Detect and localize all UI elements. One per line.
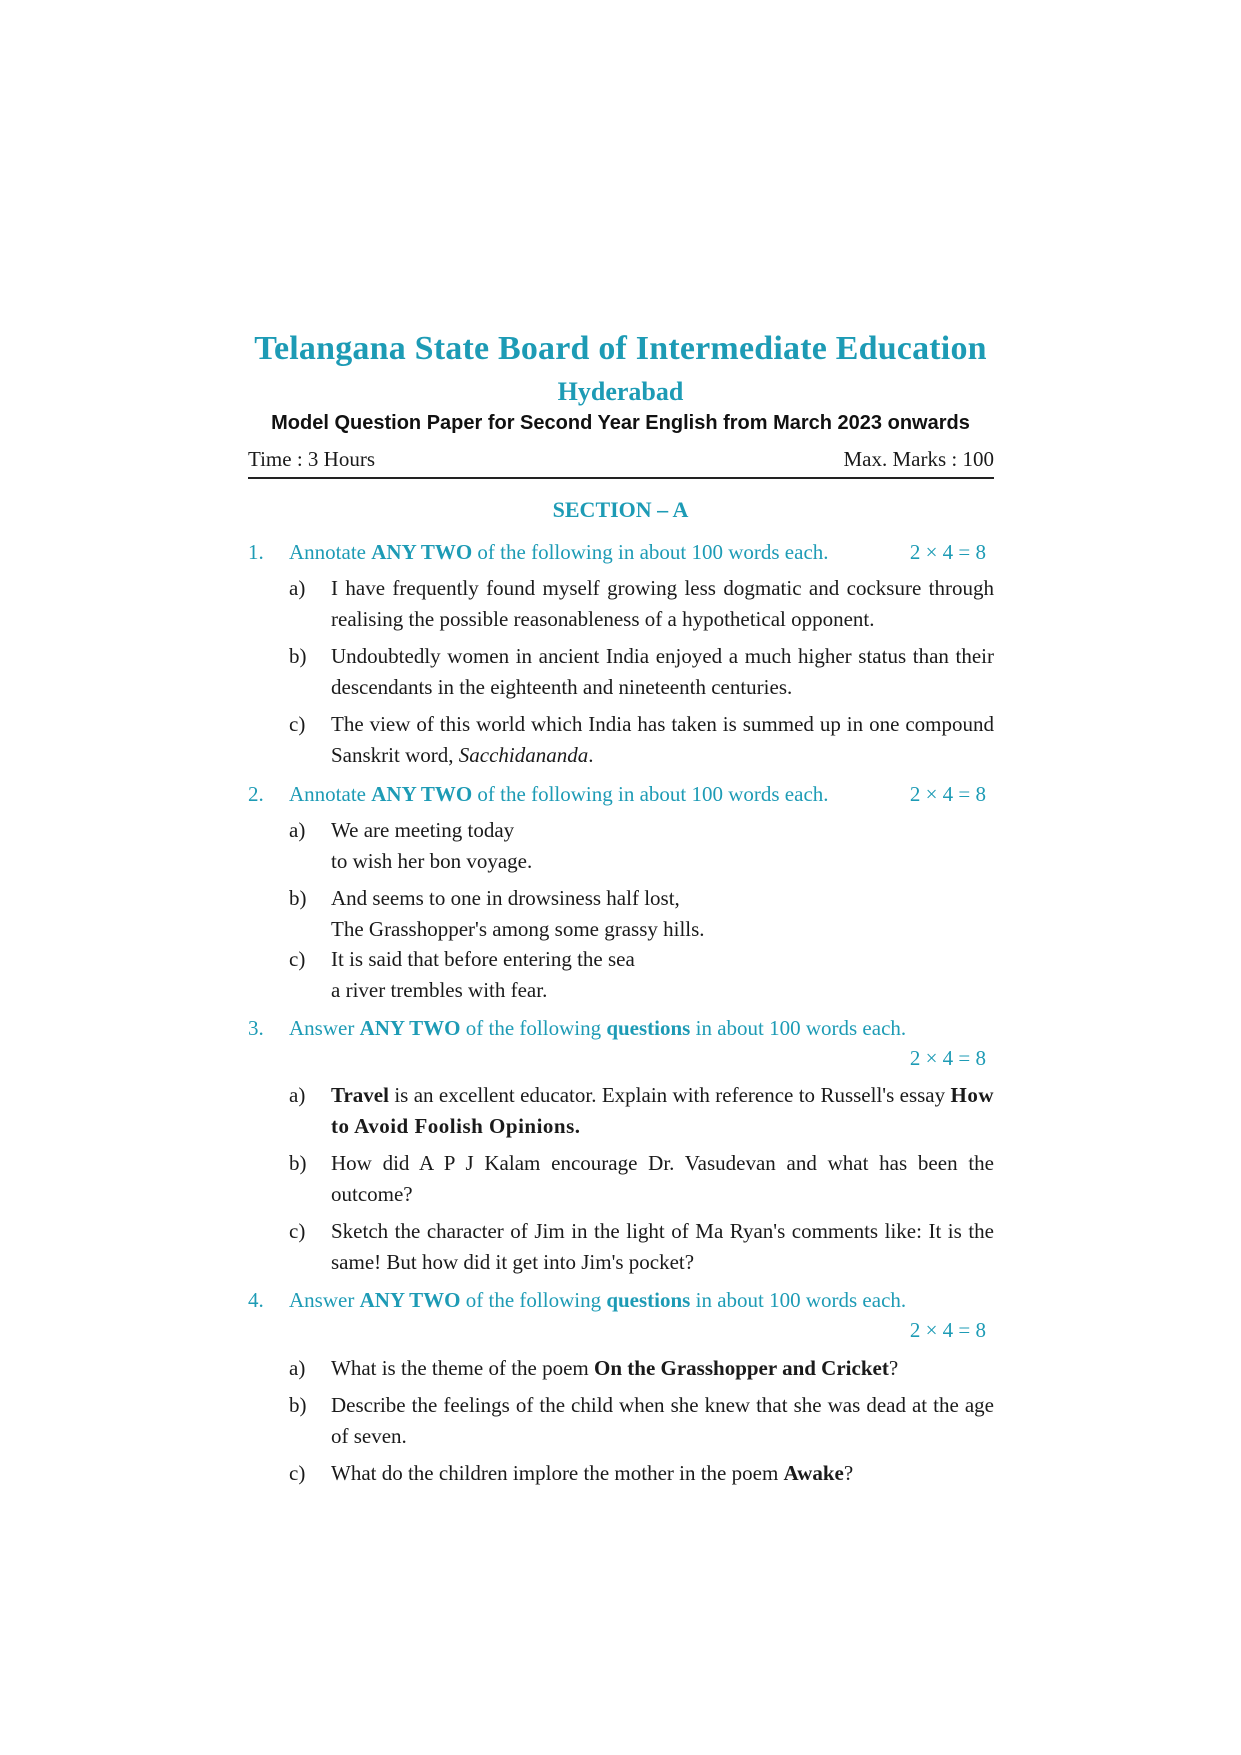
option-text: It is said that before entering the sea a river trembles with fear. <box>331 947 635 1002</box>
option-text: I have frequently found myself growing less dogmatic and cocksure through realising the possible reasonableness of a hypothetical opponent. <box>331 576 994 631</box>
option-text: We are meeting today to wish her bon voyage. <box>331 818 533 873</box>
question-marks: 2 × 4 = 8 <box>909 1046 986 1070</box>
max-marks: Max. Marks : 100 <box>843 447 994 471</box>
question-marks: 2 × 4 = 8 <box>909 782 986 806</box>
board-city: Hyderabad <box>557 377 684 406</box>
option-letter: b) <box>289 1393 307 1417</box>
paper-title: Model Question Paper for Second Year English from March 2023 onwards <box>271 412 970 434</box>
option-text: Sketch the character of Jim in the light of Ma Ryan's comments like: It is the same! But how did it get into Jim's pocket? <box>331 1219 994 1274</box>
question-instruction: Annotate ANY TWO of the following in about 100 words each. <box>289 540 829 564</box>
option-text: What do the children implore the mother in the poem Awake? <box>331 1461 854 1485</box>
question-number: 3. <box>248 1016 264 1040</box>
option-letter: b) <box>289 886 307 910</box>
option-letter: a) <box>289 818 306 842</box>
option-text: Describe the feelings of the child when she knew that she was dead at the age of seven. <box>331 1393 994 1448</box>
option-text: Undoubtedly women in ancient India enjoyed a much higher status than their descendants in the eighteenth and nineteenth centuries. <box>331 644 994 699</box>
question-number: 2. <box>248 782 264 806</box>
question-marks: 2 × 4 = 8 <box>909 540 986 564</box>
question-marks: 2 × 4 = 8 <box>909 1318 986 1342</box>
question-instruction: Answer ANY TWO of the following questions in about 100 words each. <box>289 1016 907 1040</box>
section-heading: SECTION – A <box>552 497 689 522</box>
option-letter: c) <box>289 947 306 971</box>
option-letter: c) <box>289 712 306 736</box>
option-text: Travel is an excellent educator. Explain with reference to Russell's essay How to Avoid Foolish Opinions. <box>331 1083 994 1138</box>
question-instruction: Answer ANY TWO of the following questions in about 100 words each. <box>289 1288 907 1312</box>
option-text: And seems to one in drowsiness half lost, The Grasshopper's among some grassy hills. <box>331 886 705 941</box>
question-number: 1. <box>248 540 264 564</box>
option-text: The view of this world which India has taken is summed up in one compound Sanskrit word, Sacchidananda. <box>331 712 994 767</box>
question-number: 4. <box>248 1288 264 1312</box>
option-letter: b) <box>289 644 307 668</box>
option-letter: a) <box>289 1356 306 1380</box>
option-letter: c) <box>289 1219 306 1243</box>
option-letter: b) <box>289 1151 307 1175</box>
option-text: How did A P J Kalam encourage Dr. Vasudevan and what has been the outcome? <box>331 1151 994 1206</box>
option-letter: c) <box>289 1461 306 1485</box>
question-instruction: Annotate ANY TWO of the following in about 100 words each. <box>289 782 829 806</box>
time-marks-row <box>248 447 994 479</box>
option-letter: a) <box>289 1083 306 1107</box>
time-allowed: Time : 3 Hours <box>248 447 375 471</box>
option-letter: a) <box>289 576 306 600</box>
board-title: Telangana State Board of Intermediate Education <box>254 330 987 367</box>
option-text: What is the theme of the poem On the Grasshopper and Cricket? <box>331 1356 899 1380</box>
